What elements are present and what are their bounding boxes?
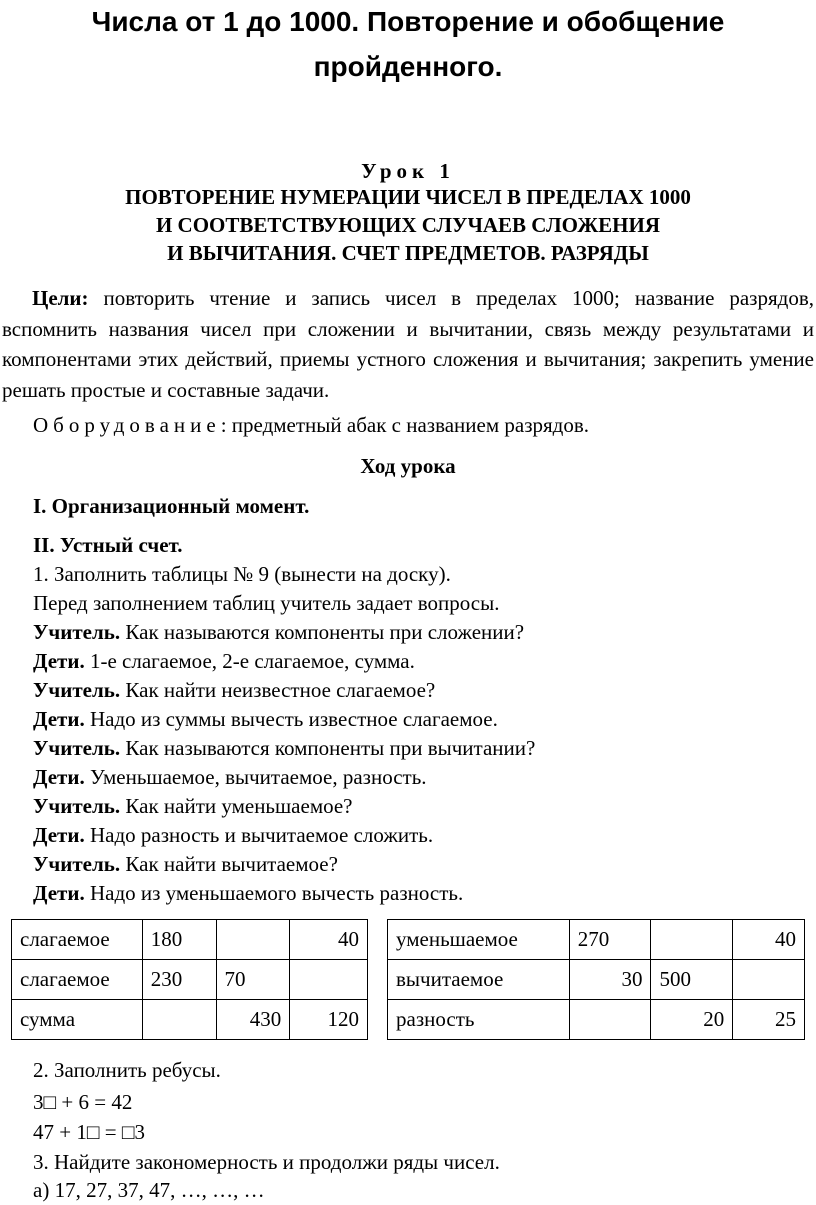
dialogue-line [33,622,524,643]
table-cell: слагаемое [12,920,143,960]
table-cell: 40 [733,920,805,960]
table-cell [569,1000,651,1040]
page-title-line-1: Числа от 1 до 1000. Повторение и обобщение [91,6,725,37]
table-cell: 430 [216,1000,290,1040]
speaker-teacher: Учитель. [33,794,121,818]
table-cell [651,920,733,960]
table-cell: 500 [651,960,733,1000]
speaker-children: Дети. [33,823,85,847]
dialogue-line [33,738,535,759]
table-cell: 20 [651,1000,733,1040]
speaker-teacher: Учитель. [33,736,121,760]
speaker-teacher: Учитель. [33,620,121,644]
speaker-children: Дети. [33,881,85,905]
equipment-line [33,415,589,436]
dialogue-line [33,651,415,672]
equipment-text: : предметный абак с названием разрядов. [220,413,590,437]
dialogue-text: Как найти неизвестное слагаемое? [120,678,436,702]
before-questions-text: Перед заполнением таблиц учитель задает вопросы. [33,591,500,615]
table-cell: 70 [216,960,290,1000]
lesson-heading-line-2: И СООТВЕТСТВУЮЩИХ СЛУЧАЕВ СЛОЖЕНИЯ [155,213,661,237]
table-cell: 30 [569,960,651,1000]
dialogue-line [33,680,435,701]
task-1: 1. Заполнить таблицы № 9 (вынести на доску). [33,562,451,586]
table-cell: 270 [569,920,651,960]
equipment-label: Оборудование [33,413,221,437]
task-2: 2. Заполнить ребусы. [33,1058,221,1082]
dialogue-text: Уменьшаемое, вычитаемое, разность. [84,765,427,789]
dialogue-text: Как называются компоненты при вычитании? [120,736,536,760]
table-cell: слагаемое [12,960,143,1000]
table-cell [733,960,805,1000]
table-row [12,960,368,1000]
addition-table [11,919,368,1040]
section-oral-count: II. Устный счет. [33,533,183,557]
table-row [388,920,805,960]
goals-paragraph [2,283,814,405]
table-row [388,1000,805,1040]
sequence-a: а) 17, 27, 37, 47, …, …, … [33,1178,265,1202]
goals-label: Цели: [32,286,89,310]
table-row [12,920,368,960]
lesson-heading-line-1: ПОВТОРЕНИЕ НУМЕРАЦИИ ЧИСЕЛ В ПРЕДЕЛАХ 1000 [125,185,691,209]
dialogue-text: Как найти вычитаемое? [120,852,338,876]
course-heading: Ход урока [360,454,456,478]
speaker-children: Дети. [33,649,85,673]
table-row [12,1000,368,1040]
dialogue-line [33,767,427,788]
lesson-heading-line-3: И ВЫЧИТАНИЯ. СЧЕТ ПРЕДМЕТОВ. РАЗРЯДЫ [167,241,649,265]
rebus-2: 47 + 1□ = □3 [33,1120,146,1144]
table-cell: сумма [12,1000,143,1040]
dialogue-line [33,796,353,817]
task-3: 3. Найдите закономерность и продолжи ряды чисел. [33,1150,500,1174]
dialogue-line [33,709,498,730]
table-cell: 40 [290,920,368,960]
table-cell: 230 [142,960,216,1000]
section-organizational: I. Организационный момент. [33,494,310,518]
rebus-1: 3□ + 6 = 42 [33,1090,133,1114]
table-cell: 180 [142,920,216,960]
speaker-teacher: Учитель. [33,852,121,876]
table-cell [290,960,368,1000]
goals-text: повторить чтение и запись чисел в пределах 1000; название разрядов, вспомнить названия чисел при сложении и вычитании, связь между результатами и компонентами этих действий, приемы устного сложения и вычитания; закрепить умение решать простые и составные задачи. [2,286,814,402]
dialogue-line [33,854,338,875]
page-title-line-2: пройденного. [313,51,503,82]
dialogue-text: Надо из суммы вычесть известное слагаемое. [84,707,498,731]
lesson-number: Урок 1 [361,159,455,183]
dialogue-text: Как называются компоненты при сложении? [120,620,525,644]
table-cell: разность [388,1000,570,1040]
table-cell: вычитаемое [388,960,570,1000]
speaker-children: Дети. [33,707,85,731]
speaker-teacher: Учитель. [33,678,121,702]
dialogue-line [33,825,433,846]
dialogue-text: Надо из уменьшаемого вычесть разность. [84,881,464,905]
table-row [388,960,805,1000]
table-cell: уменьшаемое [388,920,570,960]
table-cell: 25 [733,1000,805,1040]
subtraction-table [387,919,805,1040]
dialogue-line [33,883,463,904]
dialogue-text: 1-е слагаемое, 2-е слагаемое, сумма. [84,649,415,673]
table-cell [142,1000,216,1040]
table-cell [216,920,290,960]
table-cell: 120 [290,1000,368,1040]
dialogue-text: Как найти уменьшаемое? [120,794,353,818]
speaker-children: Дети. [33,765,85,789]
dialogue-text: Надо разность и вычитаемое сложить. [84,823,434,847]
